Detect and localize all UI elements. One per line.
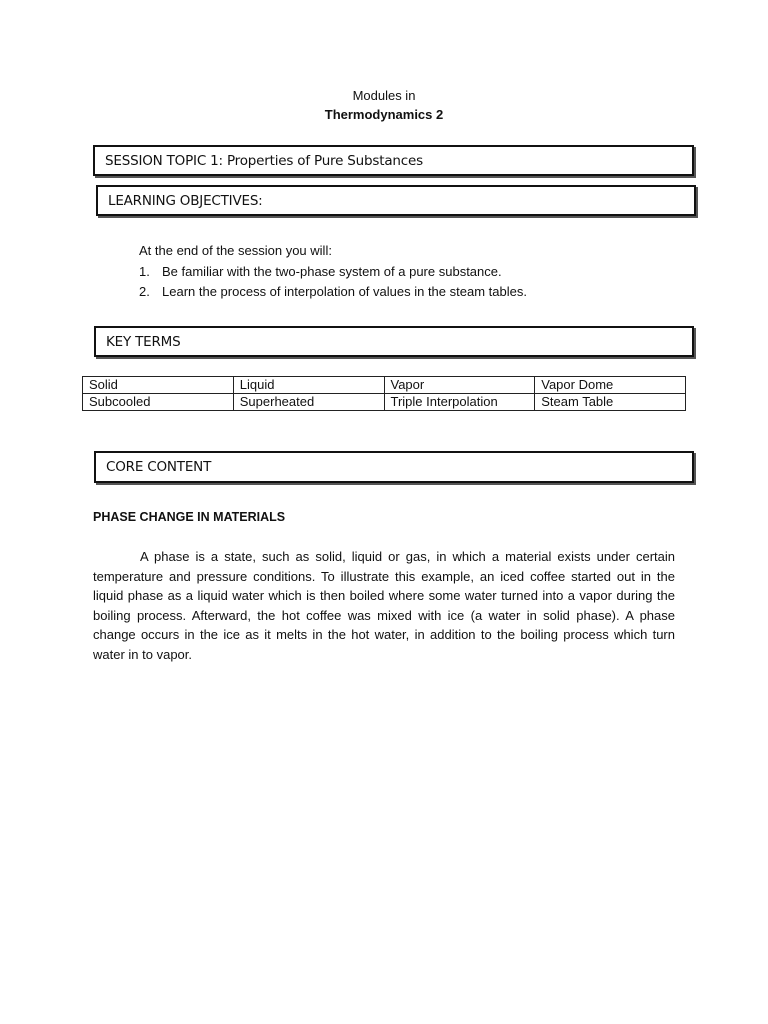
objective-item [139,262,527,282]
objective-item [139,282,527,302]
table-cell: Superheated [233,394,384,411]
objective-number: 2. [139,283,150,299]
table-row [83,377,686,394]
learning-objectives-heading: LEARNING OBJECTIVES: [108,192,263,209]
session-topic-text: SESSION TOPIC 1: Properties of Pure Substances [105,152,423,169]
table-cell: Triple Interpolation [384,394,535,411]
table-cell: Vapor Dome [535,377,686,394]
objective-number: 1. [139,264,150,279]
objectives-list [139,262,527,301]
module-label: Modules in [352,88,416,103]
section-title: PHASE CHANGE IN MATERIALS [93,510,286,524]
course-title: Thermodynamics 2 [324,107,444,122]
table-cell: Steam Table [535,394,686,411]
table-cell: Liquid [233,377,384,394]
session-topic-box [93,145,694,176]
table-cell: Subcooled [83,394,234,411]
core-content-heading: CORE CONTENT [106,459,212,475]
objectives-intro: At the end of the session you will: [139,243,332,258]
learning-objectives-box [96,185,696,216]
core-content-box [94,451,694,483]
table-row [83,394,686,411]
key-terms-heading: KEY TERMS [106,333,181,350]
objective-text: Be familiar with the two-phase system of a pure substance. [162,264,502,279]
table-cell: Vapor [384,377,535,394]
body-paragraph: A phase is a state, such as solid, liquid or gas, in which a material exists under certain temperature and pressure conditions. To illustrate this example, an iced coffee started out in the liquid phase as a liquid water which is then boiled where some water turned into a vapor during the boiling process. Afterward, the hot coffee was mixed with ice (a water in solid phase). A phase change occurs in the ice as it melts in the hot water, in addition to the boiling process which turn water in to vapor. [93,549,675,662]
objective-text: Learn the process of interpolation of values in the steam tables. [162,283,527,299]
key-terms-table [82,376,686,411]
table-cell: Solid [83,377,234,394]
key-terms-box [94,326,694,357]
